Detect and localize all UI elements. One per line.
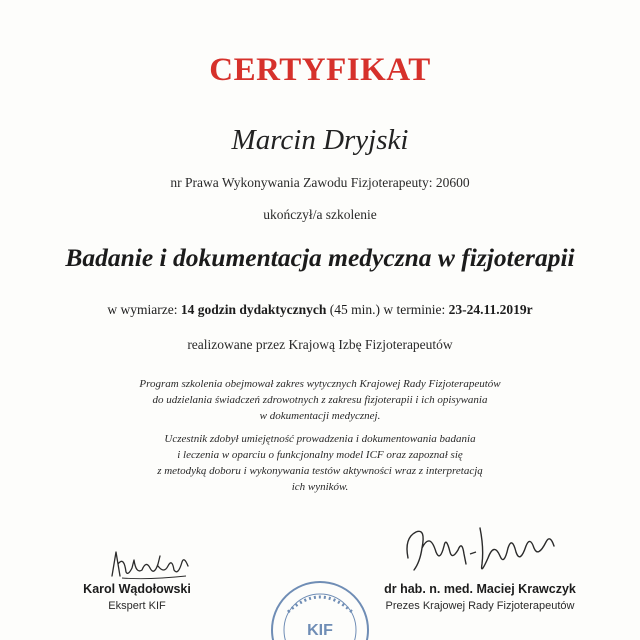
- duration-hours: 14 godzin dydaktycznych: [180, 302, 327, 317]
- skills-line: i leczenia w oparciu o funkcjonalny model ICF oraz zapoznał się: [177, 449, 463, 461]
- organizer-line: realizowane przez Krajową Izbę Fizjoterapeutów: [187, 337, 453, 352]
- skills-line: z metodyką doboru i wykonywania testów aktywności wraz z interpretacją: [157, 465, 483, 477]
- signatory-right-role: Prezes Krajowej Rady Fizjoterapeutów: [385, 600, 575, 612]
- course-title: Badanie i dokumentacja medyczna w fizjoterapii: [65, 243, 575, 272]
- program-line: do udzielania świadczeń zdrowotnych z zakresu fizjoterapii i ich opisywania: [152, 394, 488, 406]
- signatory-left: [62, 582, 212, 612]
- skills-description: [0, 431, 640, 495]
- completed-training-line: ukończył/a szkolenie: [263, 207, 377, 222]
- signatory-left-name: Karol Wądołowski: [83, 582, 191, 596]
- signature-right-icon: [400, 518, 560, 582]
- program-line: Program szkolenia obejmował zakres wytycznych Krajowej Rady Fizjoterapeutów: [139, 378, 501, 390]
- duration-line: [0, 302, 640, 318]
- license-number-line: nr Prawa Wykonywania Zawodu Fizjoterapeuty: 20600: [170, 175, 470, 190]
- seal-text: KIF: [307, 622, 333, 639]
- duration-minutes: (45 min.): [329, 302, 381, 317]
- skills-line: Uczestnik zdobył umiejętność prowadzenia i dokumentowania badania: [164, 433, 476, 445]
- duration-prefix: w wymiarze:: [107, 302, 178, 317]
- program-line: w dokumentacji medycznej.: [259, 410, 381, 422]
- signature-left-icon: [108, 546, 194, 582]
- signatory-right: [360, 582, 600, 612]
- skills-line: ich wyników.: [291, 481, 349, 493]
- term-dates: 23-24.11.2019r: [448, 302, 533, 317]
- program-description: [0, 376, 640, 424]
- certificate-title: CERTYFIKAT: [209, 52, 431, 88]
- signatory-left-role: Ekspert KIF: [108, 600, 166, 612]
- term-label: w terminie:: [383, 302, 446, 317]
- kif-seal-icon: [268, 578, 372, 640]
- signatory-right-name: dr hab. n. med. Maciej Krawczyk: [384, 582, 576, 596]
- recipient-name: Marcin Dryjski: [231, 124, 409, 156]
